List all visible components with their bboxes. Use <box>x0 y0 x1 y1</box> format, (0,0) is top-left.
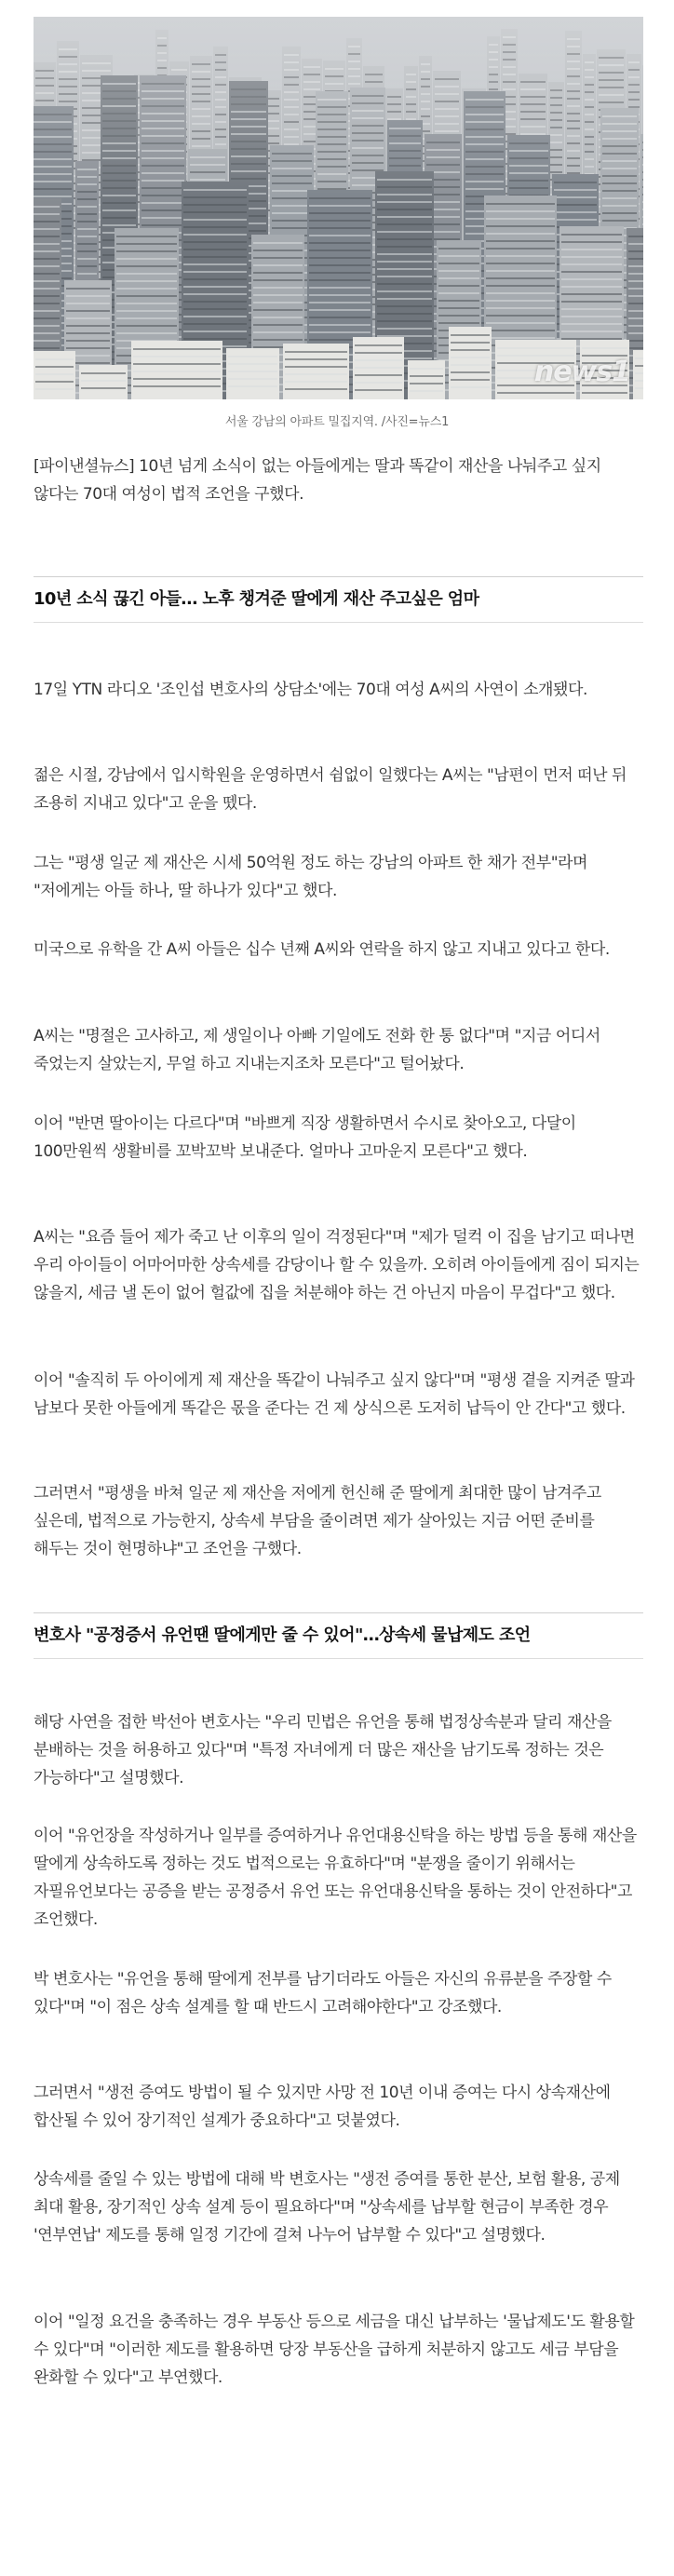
news1-watermark: news1 <box>533 356 630 388</box>
paragraph: 이어 "일정 요건을 충족하는 경우 부동산 등으로 세금을 대신 납부하는 '물납제도'도 활용할 수 있다"며 "이러한 제도를 활용하면 당장 부동산을 급하게 처분하지 않고도 세금 부담을 완화할 수 있다"고 부연했다. <box>34 2313 635 2387</box>
paragraph: 그는 "평생 일군 제 재산은 시세 50억원 정도 하는 강남의 아파트 한 채가 전부"라며 "저에게는 아들 하나, 딸 하나가 있다"고 했다. <box>34 854 588 900</box>
article-photo <box>34 17 643 399</box>
paragraph: 이어 "유언장을 작성하거나 일부를 증여하거나 유언대용신탁을 하는 방법 등을 통해 재산을 딸에게 상속하도록 정하는 것도 법적으로는 유효하다"며 "분쟁을 줄이기 위해서는 자필유언보다는 공증을 받는 공정증서 유언 또는 유언대용신탁을 통하는 것이 안전하다"고 조언했다. <box>34 1827 637 1929</box>
paragraph: 그러면서 "생전 증여도 방법이 될 수 있지만 사망 전 10년 이내 증여는 다시 상속재산에 합산될 수 있어 장기적인 설계가 중요하다"고 덧붙였다. <box>34 2084 611 2130</box>
paragraph: 해당 사연을 접한 박선아 변호사는 "우리 민법은 유언을 통해 법정상속분과 달리 재산을 분배하는 것을 허용하고 있다"며 "특정 자녀에게 더 많은 재산을 남기도록 정하는 것은 가능하다"고 설명했다. <box>34 1713 612 1787</box>
paragraph: 이어 "반면 딸아이는 다르다"며 "바쁘게 직장 생활하면서 수시로 찾아오고, 다달이 100만원씩 생활비를 꼬박꼬박 보내준다. 얼마나 고마운지 모른다"고 했다. <box>34 1114 576 1161</box>
lead-paragraph: [파이낸셜뉴스] 10년 넘게 소식이 없는 아들에게는 딸과 똑같이 재산을 나눠주고 싶지 않다는 70대 여성이 법적 조언을 구했다. <box>34 457 601 504</box>
photo-caption: 서울 강남의 아파트 밀집지역. /사진=뉴스1 <box>224 415 450 429</box>
paragraph: 17일 YTN 라디오 '조인섭 변호사의 상담소'에는 70대 여성 A씨의 사연이 소개됐다. <box>34 681 587 699</box>
section-heading-1: 10년 소식 끊긴 아들… 노후 챙겨준 딸에게 재산 주고싶은 엄마 <box>34 589 479 609</box>
paragraph: 이어 "솔직히 두 아이에게 제 재산을 똑같이 나눠주고 싶지 않다"며 "평생 곁을 지켜준 딸과 남보다 못한 아들에게 똑같은 몫을 준다는 건 제 상식으론 도저히 납득이 안 간다"고 했다. <box>34 1371 635 1418</box>
paragraph: A씨는 "명절은 고사하고, 제 생일이나 아빠 기일에도 전화 한 통 없다"며 "지금 어디서 죽었는지 살았는지, 무얼 하고 지내는지조차 모른다"고 털어놨다. <box>34 1027 600 1073</box>
paragraph: 젊은 시절, 강남에서 입시학원을 운영하면서 쉼없이 일했다는 A씨는 "남편이 먼저 떠난 뒤 조용히 지내고 있다"고 운을 뗐다. <box>34 766 627 813</box>
paragraph: 박 변호사는 "유언을 통해 딸에게 전부를 남기더라도 아들은 자신의 유류분을 주장할 수 있다"며 "이 점은 상속 설계를 할 때 반드시 고려해야한다"고 강조했다. <box>34 1970 612 2016</box>
section-heading-2: 변호사 "공정증서 유언땐 딸에게만 줄 수 있어"…상속세 물납제도 조언 <box>34 1625 531 1645</box>
heading-underline <box>34 1658 643 1659</box>
paragraph: 상속세를 줄일 수 있는 방법에 대해 박 변호사는 "생전 증여를 통한 분산, 보험 활용, 공제 최대 활용, 장기적인 상속 설계 등이 필요하다"며 "상속세를 납부할 현금이 부족한 경우 '연부연납' 제도를 통해 일정 기간에 걸쳐 나누어 납부할 수 있다"고 설명했다. <box>34 2170 620 2245</box>
heading-underline <box>34 622 643 623</box>
paragraph: 미국으로 유학을 간 A씨 아들은 십수 년째 A씨와 연락을 하지 않고 지내고 있다고 한다. <box>34 940 610 959</box>
paragraph: 그러면서 "평생을 바쳐 일군 제 재산을 저에게 헌신해 준 딸에게 최대한 많이 남겨주고 싶은데, 법적으로 가능한지, 상속세 부담을 줄이려면 제가 살아있는 지금 어떤 준비를 해두는 것이 현명하냐"고 조언을 구했다. <box>34 1484 601 1558</box>
section-divider <box>34 1612 643 1613</box>
section-divider <box>34 576 643 577</box>
paragraph: A씨는 "요즘 들어 제가 죽고 난 이후의 일이 걱정된다"며 "제가 덜컥 이 집을 남기고 떠나면 우리 아이들이 어마어마한 상속세를 감당이나 할 수 있을까. 오히려 아이들에게 짐이 되지는 않을지, 세금 낼 돈이 없어 헐값에 집을 처분해야 하는 건 아닌지 마음이 무겁다"고 했다. <box>34 1228 640 1302</box>
